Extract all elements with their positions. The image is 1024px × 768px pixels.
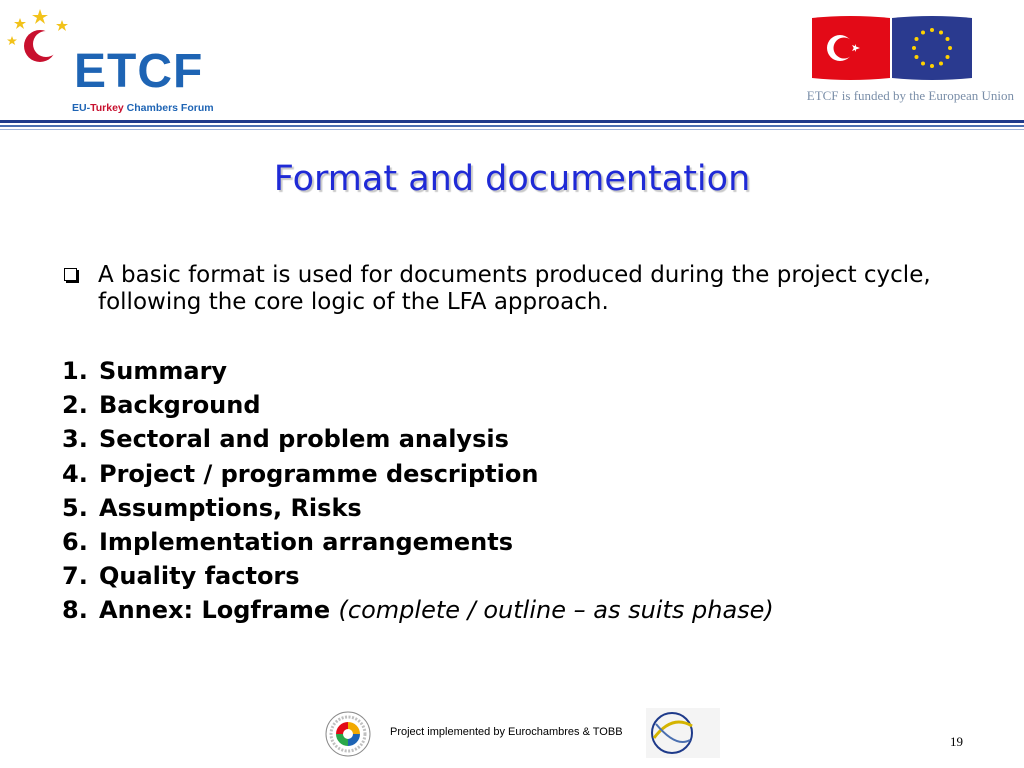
list-item-number: 5.	[62, 493, 88, 522]
list-item	[62, 559, 982, 593]
list-item-label: Assumptions, Risks	[99, 493, 362, 522]
funded-note: ETCF is funded by the European Union	[806, 88, 1014, 103]
list-item-label: Background	[99, 391, 261, 420]
list-item-number: 8.	[62, 596, 88, 625]
logo-subtitle	[72, 102, 214, 114]
eurochambres-logo-icon	[646, 708, 720, 758]
list-item	[62, 457, 982, 491]
flags	[810, 14, 974, 82]
list-item-label: Project / programme description	[99, 459, 539, 488]
intro-bullet	[62, 262, 962, 316]
list-item-number: 2.	[62, 391, 88, 420]
logo-subtitle-post: Chambers Forum	[123, 102, 214, 114]
page-number: 19	[950, 734, 963, 749]
list-item-number: 1.	[62, 357, 88, 385]
list-item-number: 3.	[62, 425, 88, 454]
list-item	[62, 525, 982, 559]
header-divider	[0, 120, 1024, 132]
list-item-label: Quality factors	[99, 562, 300, 591]
logo-subtitle-turkey: Turkey	[90, 102, 124, 114]
list-item-label: Implementation arrangements	[99, 527, 514, 556]
list-item-number: 4.	[62, 459, 88, 488]
list-item-number: 7.	[62, 562, 88, 591]
list-item	[62, 388, 982, 422]
turkey-flag-icon	[812, 16, 890, 80]
list-item-number: 6.	[62, 527, 88, 556]
logo-title: ETCF	[74, 45, 204, 98]
intro-text: A basic format is used for documents produced during the project cycle, following the core logic of the LFA approach.	[98, 262, 931, 315]
list-item-label: Annex: Logframe	[99, 596, 331, 625]
list-item-note: (complete / outline – as suits phase)	[338, 596, 774, 625]
slide-title: Format and documentation	[273, 159, 751, 199]
section-list	[62, 354, 982, 628]
footer-credit: Project implemented by Eurochambres & TOBB	[390, 726, 623, 738]
list-item	[62, 422, 982, 456]
etcf-logo	[6, 4, 226, 116]
logo-subtitle-pre: EU-	[72, 102, 91, 114]
list-item	[62, 491, 982, 525]
tobb-logo-icon	[324, 710, 372, 758]
list-item	[62, 354, 982, 388]
eu-flag-icon	[892, 16, 972, 80]
list-item-label: Sectoral and problem analysis	[99, 425, 509, 454]
checkbox-bullet-icon	[64, 268, 77, 281]
list-item	[62, 593, 982, 627]
list-item-label: Summary	[99, 357, 228, 385]
